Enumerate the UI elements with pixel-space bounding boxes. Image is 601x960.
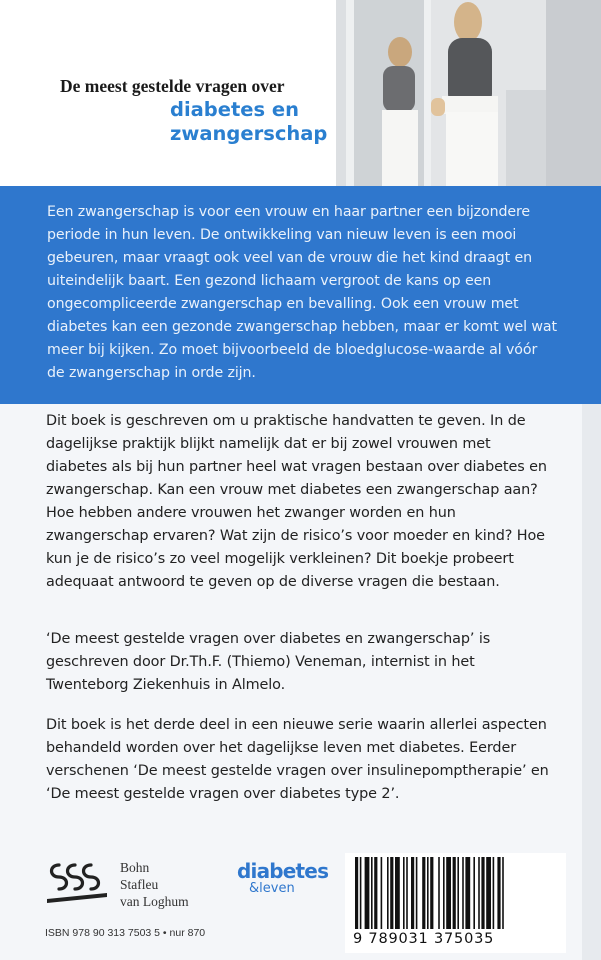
publisher-name-line3: van Loghum bbox=[120, 894, 189, 909]
body-paragraph-1: Dit boek is geschreven om u praktische handvatten te geven. In de dagelijkse praktijk blijkt namelijk dat er bij zowel vrouwen met diabetes als bij hun partner heel wat vragen bestaan over diabetes en zwangerschap. Kan een vrouw met diabetes een zwangerschap aan? Hoe hebben andere vrouwen het zwanger worden en hun zwangerschap ervaren? Wat zijn de risico’s voor moeder en kind? Hoe kun je de risico’s zo veel mogelijk verkleinen? Dit boekje probeert adequaat antwoord te geven op de diverse vragen die bestaan. bbox=[46, 413, 547, 590]
barcode-bar bbox=[374, 857, 377, 929]
publisher-name bbox=[120, 859, 189, 910]
barcode-bar bbox=[481, 857, 484, 929]
barcode-bar bbox=[446, 857, 451, 929]
publisher-logo-icon bbox=[45, 857, 109, 907]
cover-title bbox=[170, 98, 345, 146]
body-paragraph-2: ‘De meest gestelde vragen over diabetes en zwangerschap’ is geschreven door Dr.Th.F. (Thiemo) Veneman, internist in het Twenteborg Ziekenhuis in Almelo. bbox=[46, 631, 491, 693]
barcode-bar bbox=[411, 857, 414, 929]
barcode bbox=[345, 853, 566, 953]
isbn-text: ISBN 978 90 313 7503 5 • nur 870 bbox=[45, 927, 206, 939]
cover-subtitle: De meest gestelde vragen over bbox=[60, 76, 285, 96]
barcode-bar bbox=[465, 857, 470, 929]
brand-main-text: diabetes bbox=[237, 859, 329, 883]
barcode-bar bbox=[486, 857, 491, 929]
photo-edge bbox=[546, 0, 601, 186]
barcode-bar bbox=[443, 857, 445, 929]
publisher-name-line2: Stafleu bbox=[120, 877, 159, 892]
intro-text: Een zwangerschap is voor een vrouw en haar partner een bijzondere periode in hun leven. De ontwikkeling van nieuw leven is een mooi gebeuren, maar vraagt ook veel van de vrouw die het kind draagt en uiteindelijk baart. Een gezond lichaam vergroot de kans op een ongecompliceerde zwangerschap en bevalling. Ook een vrouw met diabetes kan een gezonde zwangerschap hebben, maar er komt wel wat meer bij kijken. Zo moet bijvoorbeeld de bloedglucose-waarde al vóór de zwangerschap in orde zijn. bbox=[47, 204, 557, 381]
barcode-bar bbox=[453, 857, 456, 929]
barcode-bar bbox=[502, 857, 504, 929]
barcode-bar bbox=[395, 857, 400, 929]
barcode-bar bbox=[497, 857, 500, 929]
barcode-bar bbox=[360, 857, 362, 929]
barcode-digits: 9 789031 375035 bbox=[353, 931, 495, 947]
barcode-bar bbox=[406, 857, 408, 929]
page-edge bbox=[582, 404, 601, 960]
barcode-bar bbox=[390, 857, 393, 929]
barcode-bar bbox=[387, 857, 389, 929]
cover-title-line2: zwangerschap bbox=[170, 122, 328, 145]
barcode-bar bbox=[355, 857, 358, 929]
cover-title-line1: diabetes en bbox=[170, 98, 300, 121]
barcode-bar bbox=[365, 857, 370, 929]
brand-sub-text: &leven bbox=[249, 881, 295, 896]
barcode-bar bbox=[438, 857, 440, 929]
barcode-bar bbox=[430, 857, 433, 929]
cover-photo bbox=[336, 0, 546, 186]
publisher-name-line1: Bohn bbox=[120, 860, 150, 875]
barcode-bar bbox=[371, 857, 373, 929]
barcode-bar bbox=[478, 857, 480, 929]
barcode-bar bbox=[493, 857, 495, 929]
barcode-bar bbox=[462, 857, 464, 929]
barcode-bar bbox=[381, 857, 383, 929]
barcode-bar bbox=[473, 857, 475, 929]
body-paragraph-3: Dit boek is het derde deel in een nieuwe serie waarin allerlei aspecten behandeld worden over het dagelijkse leven met diabetes. Eerder verschenen ‘De meest gestelde vragen over insulinepomptherapie’ en ‘De meest gestelde vragen over diabetes type 2’. bbox=[46, 717, 549, 802]
barcode-bars bbox=[353, 857, 558, 931]
diabetes-leven-logo bbox=[237, 859, 332, 903]
barcode-bar bbox=[422, 857, 425, 929]
barcode-bar bbox=[427, 857, 429, 929]
barcode-bar bbox=[416, 857, 418, 929]
barcode-bar bbox=[403, 857, 405, 929]
barcode-bar bbox=[457, 857, 459, 929]
